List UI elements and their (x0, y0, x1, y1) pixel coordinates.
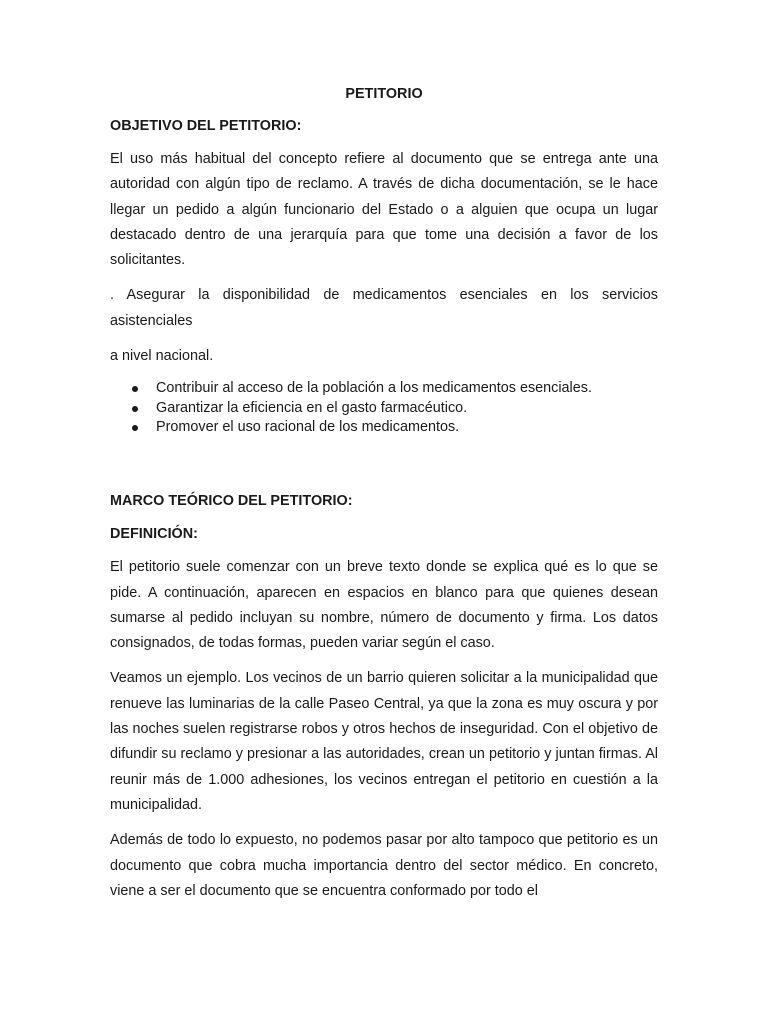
document-title: PETITORIO (345, 86, 423, 102)
example-paragraph: Veamos un ejemplo. Los vecinos de un barrio quieren solicitar a la municipalidad que renueve las luminarias de la calle Paseo Central, ya que la zona es muy oscura y por las noches suelen registrarse robos y otros hechos de inseguridad. Con el objetivo de difundir su reclamo y presionar a las autoridades, crean un petitorio y juntan firmas. Al reunir más de 1.000 adhesiones, los vecinos entregan el petitorio en cuestión a la municipalidad. (110, 670, 658, 813)
section-spacer (110, 437, 658, 489)
list-item (132, 399, 658, 418)
definition-heading: DEFINICIÓN: (110, 526, 198, 543)
aim-paragraph: . Asegurar la disponibilidad de medicamentos esenciales en los servicios asistenciales (110, 287, 658, 329)
objective-heading: OBJETIVO DEL PETITORIO: (110, 118, 302, 134)
list-item-text: Garantizar la eficiencia en el gasto farmacéutico. (156, 399, 468, 416)
bullet-icon (132, 406, 138, 412)
closing-paragraph: Además de todo lo expuesto, no podemos pasar por alto tampoco que petitorio es un documento que cobra mucha importancia dentro del sector médico. En concreto, viene a ser el documento que se encuentra conformado por todo el (110, 832, 658, 899)
objectives-list (110, 379, 658, 437)
definition-paragraph: El petitorio suele comenzar con un breve texto donde se explica qué es lo que se pide. A continuación, aparecen en espacios en blanco para que quienes desean sumarse al pedido incluyan su nombre, número de documento y firma. Los datos consignados, de todas formas, pueden variar según el caso. (110, 559, 658, 652)
document-page (110, 82, 658, 914)
framework-heading: MARCO TEÓRICO DEL PETITORIO: (110, 493, 353, 510)
bullet-icon (132, 425, 138, 431)
objective-paragraph: El uso más habitual del concepto refiere al documento que se entrega ante una autoridad con algún tipo de reclamo. A través de dicha documentación, se le hace llegar un pedido a algún funcionario del Estado o a alguien que ocupa un lugar destacado dentro de una jerarquía para que tome una decisión a favor de los solicitantes. (110, 151, 658, 269)
list-item-text: Contribuir al acceso de la población a los medicamentos esenciales. (156, 380, 592, 397)
aim-continuation: a nivel nacional. (110, 348, 214, 365)
list-item (132, 379, 658, 398)
list-item (132, 418, 658, 437)
bullet-icon (132, 386, 138, 392)
list-item-text: Promover el uso racional de los medicamentos. (156, 418, 460, 435)
